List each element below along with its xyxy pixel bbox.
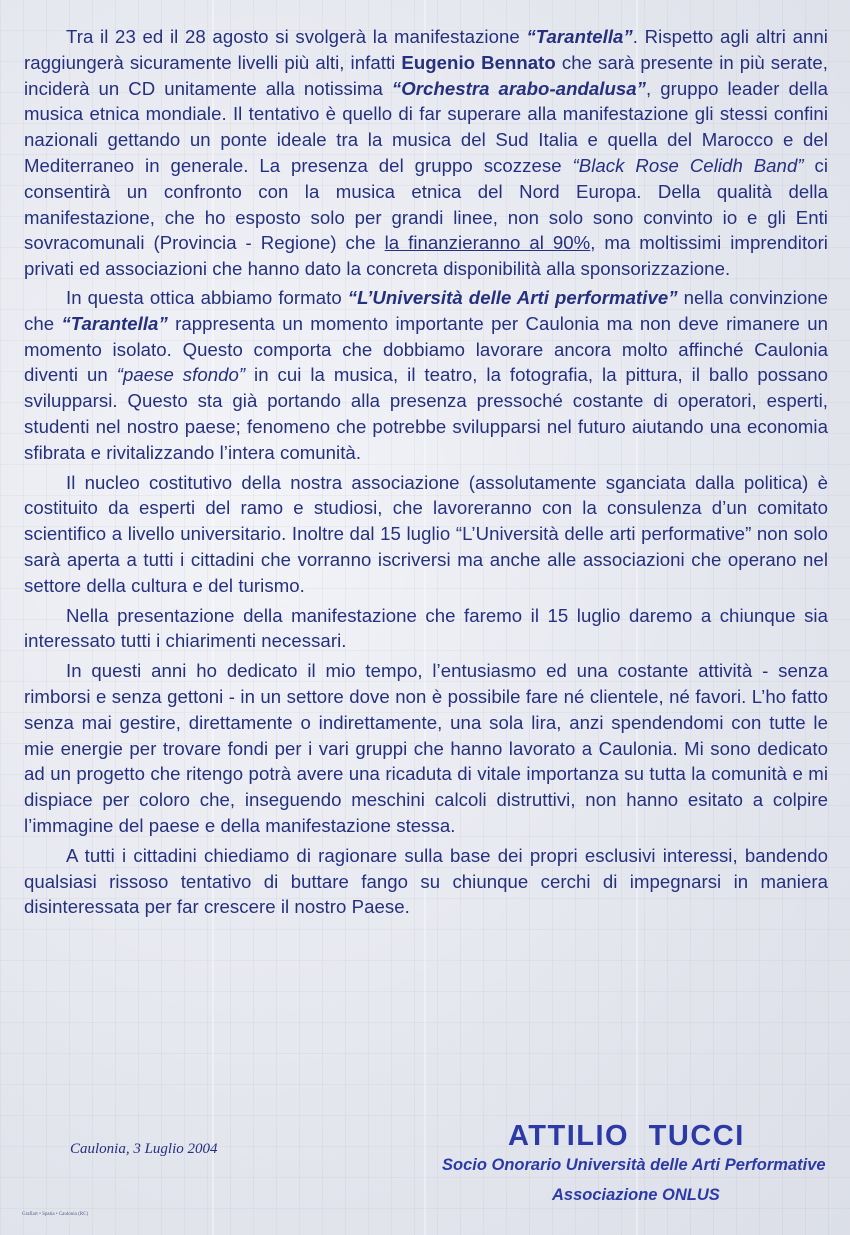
poster-body-text <box>24 24 828 924</box>
artist-name: Eugenio Bennato <box>401 51 556 73</box>
paragraph-5: In questi anni ho dedicato il mio tempo, l’entusiasmo ed una costante attività - senza rimborsi e senza gettoni - in un settore dove non è possibile fare né clientele, né favori. L’ho fatto senza mai gestire, direttamente o indirettamente, una sola lira, anzi spendendomi con tutte le mie energie per trovare fondi per i vari gruppi che hanno lavorato a Caulonia. Mi sono dedicato ad un progetto che ritengo potrà avere una ricaduta di vitale importanza su tutta la comunità e mi dispiace per coloro che, inseguendo meschini calcoli distruttivi, non hanno esitato a colpire l’immagine del paese e della manifestazione stessa. <box>24 660 828 836</box>
funding-note: la finanzieranno al 90% <box>384 232 591 254</box>
text-run: . Rispetto agli altri anni raggiungerà sicuramente livelli più alti, infatti <box>24 26 828 73</box>
signature-organization: Associazione ONLUS <box>552 1186 720 1204</box>
signature-role: Socio Onorario Università delle Arti Performative <box>442 1156 826 1174</box>
paragraph-2 <box>24 285 828 466</box>
text-run: Tra il 23 ed il 28 agosto si svolgerà la manifestazione <box>66 26 527 47</box>
event-name-tarantella: “Tarantella” <box>526 26 633 47</box>
paragraph-3: Il nucleo costitutivo della nostra associazione (assolutamente sganciata dalla politica) è costituito da esperti del ramo e studiosi, che lavoreranno con la consulenza d’un comitato scientifico a livello universitario. Inoltre dal 15 luglio “L’Università delle arti performative” non solo sarà aperta a tutti i cittadini che vorranno iscriversi ma anche alle associazioni che operano nel settore della cultura e del turismo. <box>24 471 828 596</box>
text-run: nella convinzione che <box>24 286 828 334</box>
university-name: “L’Università delle Arti performative” <box>347 286 678 308</box>
paragraph-4: Nella presentazione della manifestazione che faremo il 15 luglio daremo a chiunque sia interessato tutti i chiarimenti necessari. <box>24 604 828 652</box>
paese-sfondo-phrase: “paese sfondo” <box>116 364 246 386</box>
text-run: ci consentirà un confronto con la musica etnica del Nord Europa. Della qualità della manifestazione, che ho esposto solo per grandi linee, non solo sono convinto io e gli Enti sovracomunali (Provincia - Regione) che <box>24 154 829 254</box>
text-run: , gruppo leader della musica etnica mondiale. Il tentativo è quello di far superare alla manifestazione gli stessi confini nazionali gettando un ponte ideale tra la musica del Sud Italia e quella del Marocco e del Mediterraneo in generale. La presenza del gruppo scozzese <box>24 77 828 176</box>
text-run: In questa ottica abbiamo formato <box>66 286 348 308</box>
printer-note: Grafiart • Spatia • Caulonia (RC) <box>22 1212 89 1217</box>
place-date: Caulonia, 3 Luglio 2004 <box>70 1141 218 1157</box>
event-name-tarantella: “Tarantella” <box>61 312 168 334</box>
signature-name: ATTILIO TUCCI <box>508 1120 745 1152</box>
text-run: , ma moltissimi imprenditori privati ed associazioni che hanno dato la concreta disponibilità alla sponsorizzazione. <box>24 232 828 280</box>
text-run: rappresenta un momento importante per Caulonia ma non deve rimanere un momento isolato. Questo comporta che dobbiamo lavorare ancora molto affinché Caulonia diventi un <box>24 312 828 386</box>
orchestra-name: “Orchestra arabo-andalusa” <box>391 77 647 99</box>
text-run: che sarà presente in più serate, inciderà un CD unitamente alla notissima <box>24 51 828 99</box>
paragraph-6: A tutti i cittadini chiediamo di ragionare sulla base dei propri esclusivi interessi, bandendo qualsiasi rissoso tentativo di buttare fango su chiunque cerchi di impegnarsi in maniera disinteressata per far crescere il nostro Paese. <box>24 844 828 918</box>
paragraph-1 <box>24 24 828 282</box>
text-run: in cui la musica, il teatro, la fotografia, la pittura, il ballo possano svilupparsi. Questo sta già portando alla presenza pressoché costante di operatori, esperti, studenti nel nostro paese; fenomeno che potrebbe svilupparsi nel futuro aiutando una economia sfibrata e rivitalizzando l’intera comunità. <box>24 364 828 463</box>
band-name: “Black Rose Celidh Band” <box>572 154 804 176</box>
